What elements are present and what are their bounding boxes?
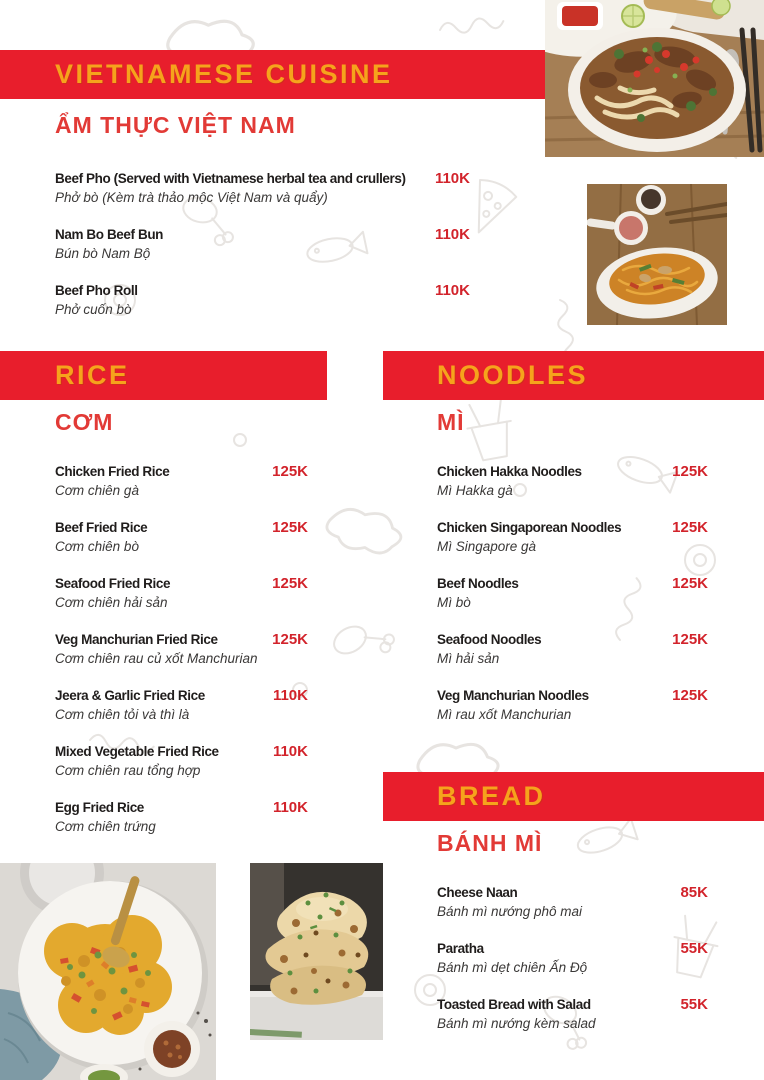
item-name: Veg Manchurian Fried Rice (55, 632, 218, 647)
item-name: Nam Bo Beef Bun (55, 227, 164, 242)
item-name: Beef Noodles (437, 576, 519, 591)
item-name: Seafood Fried Rice (55, 576, 171, 591)
item-price: 125K (272, 463, 308, 480)
section-banner-vietnamese (0, 50, 545, 99)
item-name: Beef Pho (Served with Vietnamese herbal tea and crullers) (55, 171, 406, 186)
item-name: Chicken Hakka Noodles (437, 464, 582, 479)
item-price: 110K (434, 282, 470, 299)
item-local-name: Bánh mì nướng phô mai (437, 904, 583, 919)
section-title-vietnamese: VIETNAMESE CUISINE (55, 59, 393, 89)
item-local-name: Mì hải sản (437, 651, 500, 666)
item-name: Chicken Fried Rice (55, 464, 170, 479)
item-price: 125K (672, 687, 708, 704)
menu-item (437, 996, 708, 1031)
section-subtitle-noodles: MÌ (437, 409, 465, 435)
menu-item (55, 575, 308, 610)
item-price: 110K (434, 226, 470, 243)
item-price: 110K (272, 687, 308, 704)
section-banner-rice (0, 351, 327, 400)
item-local-name: Cơm chiên bò (55, 539, 139, 554)
menu-item (437, 519, 708, 554)
item-name: Chicken Singaporean Noodles (437, 520, 622, 535)
item-local-name: Cơm chiên gà (55, 483, 139, 498)
section-title-bread: BREAD (437, 781, 546, 811)
item-price: 110K (272, 799, 308, 816)
item-local-name: Cơm chiên rau tổng hợp (55, 763, 201, 778)
section-title-rice: RICE (55, 360, 130, 390)
item-local-name: Mì Singapore gà (437, 539, 537, 554)
menu-item (437, 940, 708, 975)
menu-item (437, 631, 708, 666)
menu-item (55, 170, 470, 205)
item-name: Cheese Naan (437, 885, 518, 900)
section-banner-bread (383, 772, 764, 821)
menu-item (55, 282, 470, 317)
item-name: Egg Fried Rice (55, 800, 144, 815)
item-name: Veg Manchurian Noodles (437, 688, 589, 703)
section-banner-noodles (383, 351, 764, 400)
naan-bread-stack-photo (250, 863, 383, 1040)
item-price: 55K (680, 940, 708, 957)
item-name: Beef Pho Roll (55, 283, 138, 298)
item-name: Seafood Noodles (437, 632, 542, 647)
item-price: 110K (272, 743, 308, 760)
menu-item (55, 519, 308, 554)
item-price: 125K (672, 463, 708, 480)
item-price: 110K (434, 170, 470, 187)
stir-fried-noodles-photo (587, 184, 727, 325)
item-name: Jeera & Garlic Fried Rice (55, 688, 205, 703)
item-price: 125K (672, 519, 708, 536)
item-local-name: Bún bò Nam Bộ (55, 246, 151, 261)
item-name: Toasted Bread with Salad (437, 997, 591, 1012)
item-name: Paratha (437, 941, 484, 956)
item-local-name: Bánh mì nướng kèm salad (437, 1016, 596, 1031)
item-price: 125K (672, 631, 708, 648)
menu-item (55, 799, 308, 834)
menu-item (55, 226, 470, 261)
menu-item (437, 884, 708, 919)
item-list-bread (437, 884, 708, 1052)
item-local-name: Cơm chiên hải sản (55, 595, 168, 610)
menu-item (55, 631, 308, 666)
menu-item (437, 575, 708, 610)
item-local-name: Bánh mì dẹt chiên Ấn Độ (437, 960, 588, 975)
item-list-vietnamese (55, 170, 470, 338)
menu-item (437, 687, 708, 722)
item-name: Beef Fried Rice (55, 520, 148, 535)
item-price: 55K (680, 996, 708, 1013)
menu-item (55, 743, 308, 778)
item-local-name: Cơm chiên rau củ xốt Manchurian (55, 651, 258, 666)
menu-item (55, 687, 308, 722)
section-title-noodles: NOODLES (437, 360, 589, 390)
item-local-name: Phở cuốn bò (55, 302, 132, 317)
item-local-name: Mì bò (437, 595, 471, 610)
item-local-name: Mì rau xốt Manchurian (437, 707, 572, 722)
section-subtitle-rice: CƠM (55, 409, 114, 435)
menu-item (437, 463, 708, 498)
fried-rice-plate-photo (0, 863, 216, 1080)
beef-pho-bowl-photo (545, 0, 764, 157)
item-name: Mixed Vegetable Fried Rice (55, 744, 219, 759)
item-local-name: Phở bò (Kèm trà thảo mộc Việt Nam và quẩy) (55, 190, 328, 205)
item-price: 85K (680, 884, 708, 901)
item-local-name: Cơm chiên tỏi và thì là (55, 707, 190, 722)
item-local-name: Cơm chiên trứng (55, 819, 156, 834)
item-price: 125K (272, 631, 308, 648)
item-price: 125K (672, 575, 708, 592)
item-price: 125K (272, 519, 308, 536)
menu-item (55, 463, 308, 498)
item-list-rice (55, 463, 308, 855)
item-list-noodles (437, 463, 708, 743)
section-subtitle-bread: BÁNH MÌ (437, 830, 543, 856)
item-local-name: Mì Hakka gà (437, 483, 513, 498)
section-subtitle-vietnamese: ẨM THỰC VIỆT NAM (55, 112, 296, 138)
item-price: 125K (272, 575, 308, 592)
